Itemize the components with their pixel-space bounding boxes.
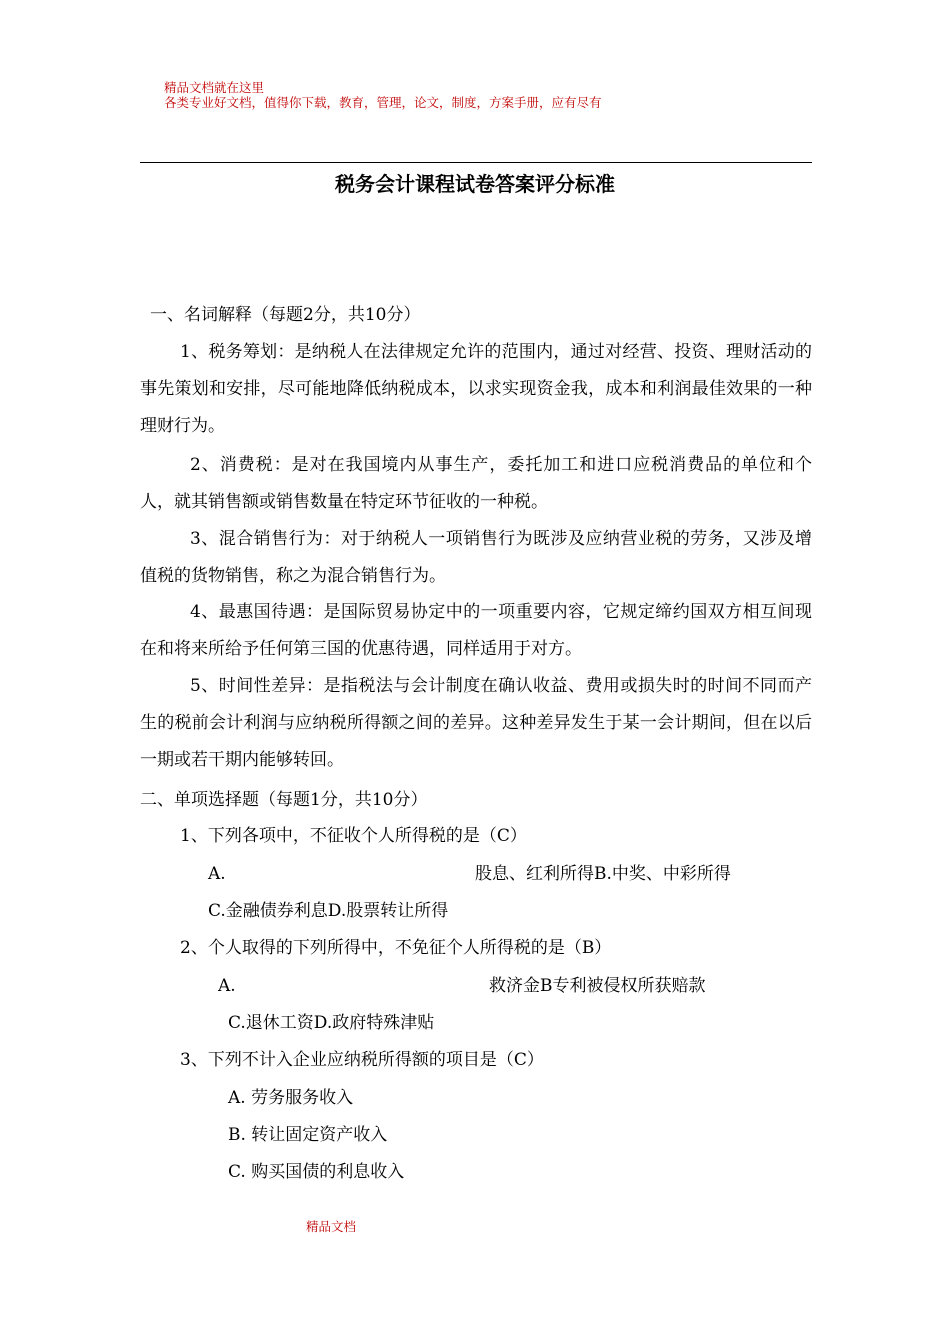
section-1-heading: 一、名词解释（每题2分，共10分） [150,305,421,325]
question-2-stem: 2、个人取得的下列所得中，不免征个人所得税的是（B） [180,938,612,958]
question-1-stem: 1、下列各项中，不征收个人所得税的是（C） [180,826,527,846]
section-2-heading: 二、单项选择题（每题1分，共10分） [140,790,428,810]
page-title: 税务会计课程试卷答案评分标准 [335,172,615,196]
question-2-option-a-label: A. [218,976,236,996]
question-1-options-cd: C.金融债券利息D.股票转让所得 [208,901,449,921]
question-3-stem: 3、下列不计入企业应纳税所得额的项目是（C） [180,1050,544,1070]
question-1-options-ab: 股息、红利所得B.中奖、中彩所得 [475,864,731,884]
definition-3: 3、混合销售行为：对于纳税人一项销售行为既涉及应纳营业税的劳务，又涉及增值税的货物销售，称之为混合销售行为。 [140,529,812,586]
question-2-options-cd: C.退休工资D.政府特殊津贴 [228,1013,435,1033]
question-3-option-c: C. 购买国债的利息收入 [228,1162,405,1182]
header-line-1: 精品文档就在这里 [164,80,265,95]
question-1-option-a-label: A. [208,864,226,884]
header-line-2: 各类专业好文档，值得你下载，教育，管理，论文，制度，方案手册，应有尽有 [164,95,602,110]
question-2-options-ab: 救济金B专利被侵权所获赔款 [489,976,706,996]
question-3-option-a: A. 劳务服务收入 [228,1088,354,1108]
footer-text: 精品文档 [306,1219,357,1234]
question-3-option-b: B. 转让固定资产收入 [228,1125,388,1145]
definition-2: 2、消费税：是对在我国境内从事生产，委托加工和进口应税消费品的单位和个人，就其销售额或销售数量在特定环节征收的一种税。 [140,455,812,512]
definition-5: 5、时间性差异：是指税法与会计制度在确认收益、费用或损失时的时间不同而产生的税前会计利润与应纳税所得额之间的差异。这种差异发生于某一会计期间，但在以后一期或若干期内能够转回。 [140,676,812,770]
definition-1: 1、税务筹划：是纳税人在法律规定允许的范围内，通过对经营、投资、理财活动的事先策划和安排，尽可能地降低纳税成本，以求实现资金我，成本和利润最佳效果的一种理财行为。 [140,342,812,436]
header-rule [140,162,812,163]
definition-4: 4、最惠国待遇：是国际贸易协定中的一项重要内容，它规定缔约国双方相互间现在和将来所给予任何第三国的优惠待遇，同样适用于对方。 [140,602,812,659]
